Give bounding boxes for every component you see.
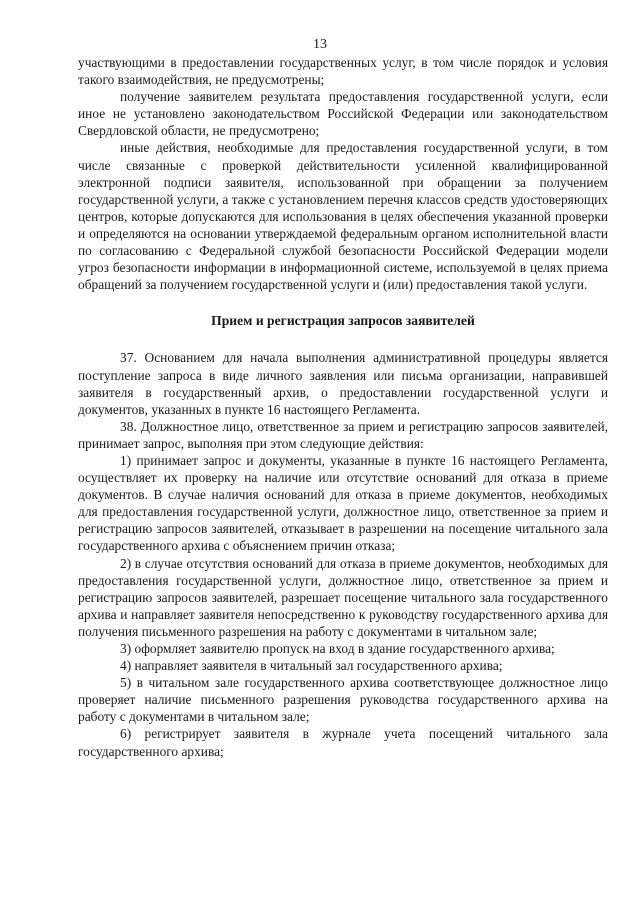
- list-item-6: 6) регистрирует заявителя в журнале учета посещений читального зала государственного архива;: [78, 726, 608, 759]
- section-heading: Прием и регистрация запросов заявителей: [211, 313, 475, 329]
- document-body: [78, 54, 608, 760]
- list-item-1: 1) принимает запрос и документы, указанные в пункте 16 настоящего Регламента, осуществляет их проверку на наличие или отсутствие оснований для отказа в приеме документов. В случае наличия оснований для отказа в приеме документов, необходимых для предоставления государственной услуги, должностное лицо, ответственное за прием и регистрацию запросов заявителей, отказывает в разрешении на посещение читального зала государственного архива с объяснением причин отказа;: [78, 452, 608, 554]
- paragraph-continuation: участвующими в предоставлении государственных услуг, в том числе порядок и условия такого взаимодействия, не предусмотрены;: [78, 55, 608, 88]
- list-item-4: 4) направляет заявителя в читальный зал государственного архива;: [120, 658, 503, 674]
- list-item-3: 3) оформляет заявителю пропуск на вход в здание государственного архива;: [120, 641, 555, 656]
- list-item-2: 2) в случае отсутствия оснований для отказа в приеме документов, необходимых для предоставления государственной услуги, должностное лицо, ответственное за прием и регистрацию запросов заявителей, разрешает посещение читального зала государственного архива и направляет заявителя непосредственно к руководству государственного архива для получения письменного разрешения на работу с документами в читальном зале;: [78, 555, 608, 639]
- paragraph-result-receipt: получение заявителем результата предоставления государственной услуги, если иное не установлено законодательством Российской Федерации или законодательством Свердловской области, не предусмотрено;: [78, 89, 608, 139]
- paragraph-other-actions: иные действия, необходимые для предоставления государственной услуги, в том числе связанные с проверкой действительности усиленной квалифицированной электронной подписи заявителя, использованной при обращении за получением государственной услуги, а также с установлением перечня классов средств удостоверяющих центров, которые допускаются для использования в целях обеспечения указанной проверки и определяются на основании утверждаемой федеральным органом исполнительной власти по согласованию с Федеральной службой безопасности Российской Федерации модели угроз безопасности информации в информационной системе, используемой в целях приема обращений за получением государственной услуги и (или) предоставления такой услуги.: [78, 140, 608, 293]
- page-number: 13: [313, 37, 327, 52]
- list-item-5: 5) в читальном зале государственного архива соответствующее должностное лицо проверяет наличие письменного разрешения руководства государственного архива на работу с документами в читальном зале;: [78, 675, 608, 725]
- paragraph-38: 38. Должностное лицо, ответственное за прием и регистрацию запросов заявителей, принимает запрос, выполняя при этом следующие действия:: [78, 418, 608, 451]
- paragraph-37: 37. Основанием для начала выполнения административной процедуры является поступление запроса в виде личного заявления или письма организации, направившей заявителя в государственный архив, о предоставлении государственной услуги и документов, указанных в пункте 16 настоящего Регламента.: [78, 350, 608, 417]
